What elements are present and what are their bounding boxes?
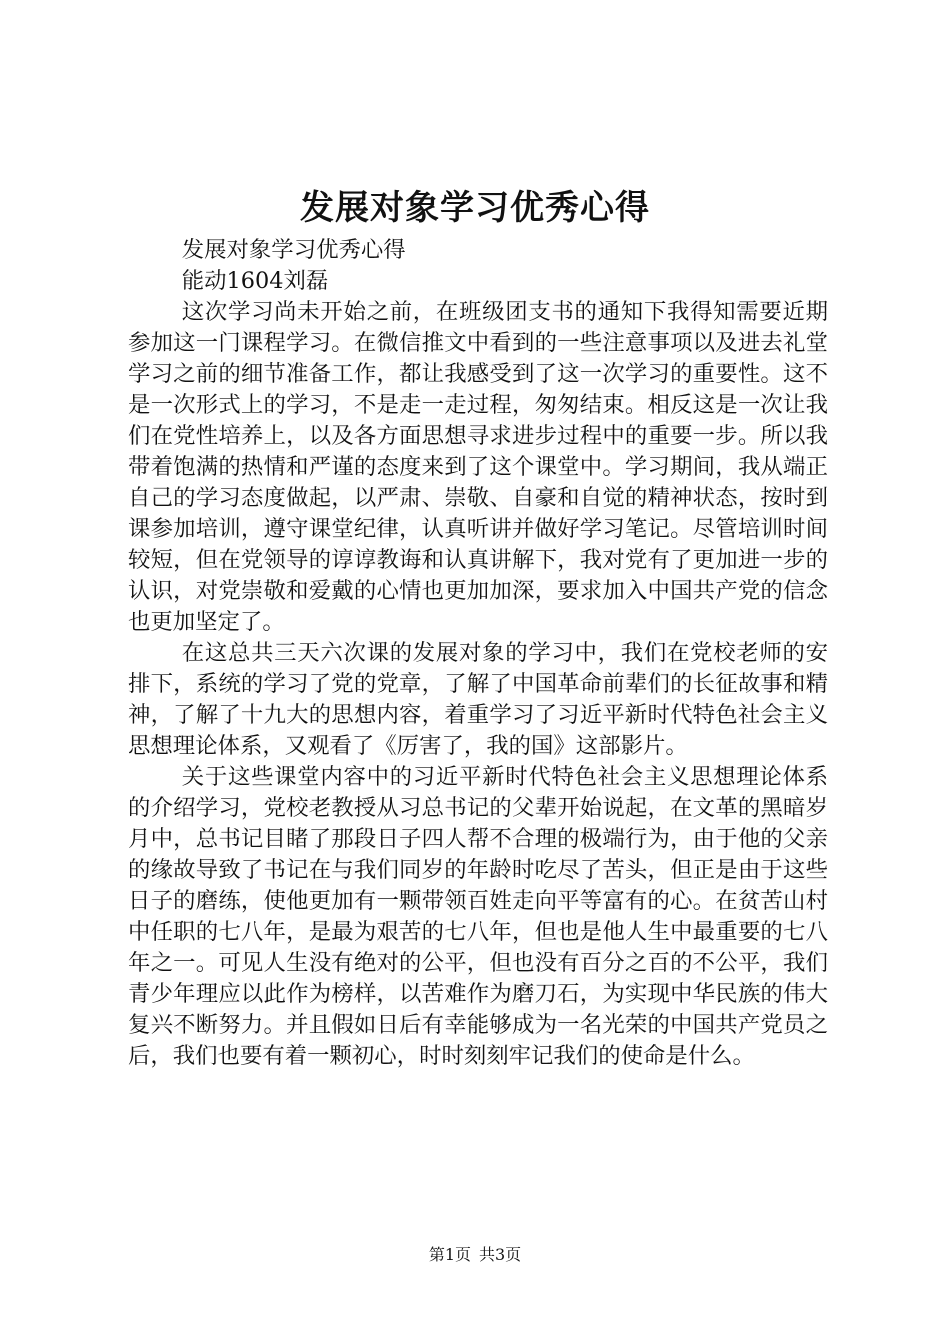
page-total: 共3页 bbox=[479, 1245, 522, 1264]
document-title: 发展对象学习优秀心得 bbox=[300, 188, 650, 228]
body-paragraph: 这次学习尚未开始之前，在班级团支书的通知下我得知需要近期参加这一门课程学习。在微信推文中看到的一些注意事项以及进去礼堂学习之前的细节准备工作，都让我感受到了这一次学习的重要性。这不是一次形式上的学习，不是走一走过程，匆匆结束。相反这是一次让我们在党性培养上，以及各方面思想寻求进步过程中的重要一步。所以我带着饱满的热情和严谨的态度来到了这个课堂中。学习期间，我从端正自己的学习态度做起，以严肃、崇敬、自豪和自觉的精神状态，按时到课参加培训，遵守课堂纪律，认真听讲并做好学习笔记。尽管培训时间较短，但在党领导的谆谆教诲和认真讲解下，我对党有了更加进一步的认识，对党崇敬和爱戴的心情也更加加深，要求加入中国共产党的信念也更加坚定了。 bbox=[128, 299, 828, 635]
page-number: 第1页 bbox=[428, 1245, 471, 1264]
author-paragraph: 能动1604刘磊 bbox=[181, 268, 329, 294]
subtitle-paragraph: 发展对象学习优秀心得 bbox=[181, 237, 406, 263]
body-paragraph: 关于这些课堂内容中的习近平新时代特色社会主义思想理论体系的介绍学习，党校老教授从习总书记的父辈开始说起，在文革的黑暗岁月中，总书记目睹了那段日子四人帮不合理的极端行为，由于他的父亲的缘故导致了书记在与我们同岁的年龄时吃尽了苦头，但正是由于这些日子的磨练，使他更加有一颗带领百姓走向平等富有的心。在贫苦山村中任职的七八年，是最为艰苦的七八年，但也是他人生中最重要的七八年之一。可见人生没有绝对的公平，但也没有百分之百的不公平，我们青少年理应以此作为榜样，以苦难作为磨刀石，为实现中华民族的伟大复兴不断努力。并且假如日后有幸能够成为一名光荣的中国共产党员之后，我们也要有着一颗初心，时时刻刻牢记我们的使命是什么。 bbox=[128, 764, 828, 1069]
document-body bbox=[128, 235, 828, 1072]
body-paragraph: 在这总共三天六次课的发展对象的学习中，我们在党校老师的安排下，系统的学习了党的党章，了解了中国革命前辈们的长征故事和精神，了解了十九大的思想内容，着重学习了习近平新时代特色社会主义思想理论体系，又观看了《厉害了，我的国》这部影片。 bbox=[128, 640, 828, 759]
page-footer bbox=[0, 1243, 950, 1267]
